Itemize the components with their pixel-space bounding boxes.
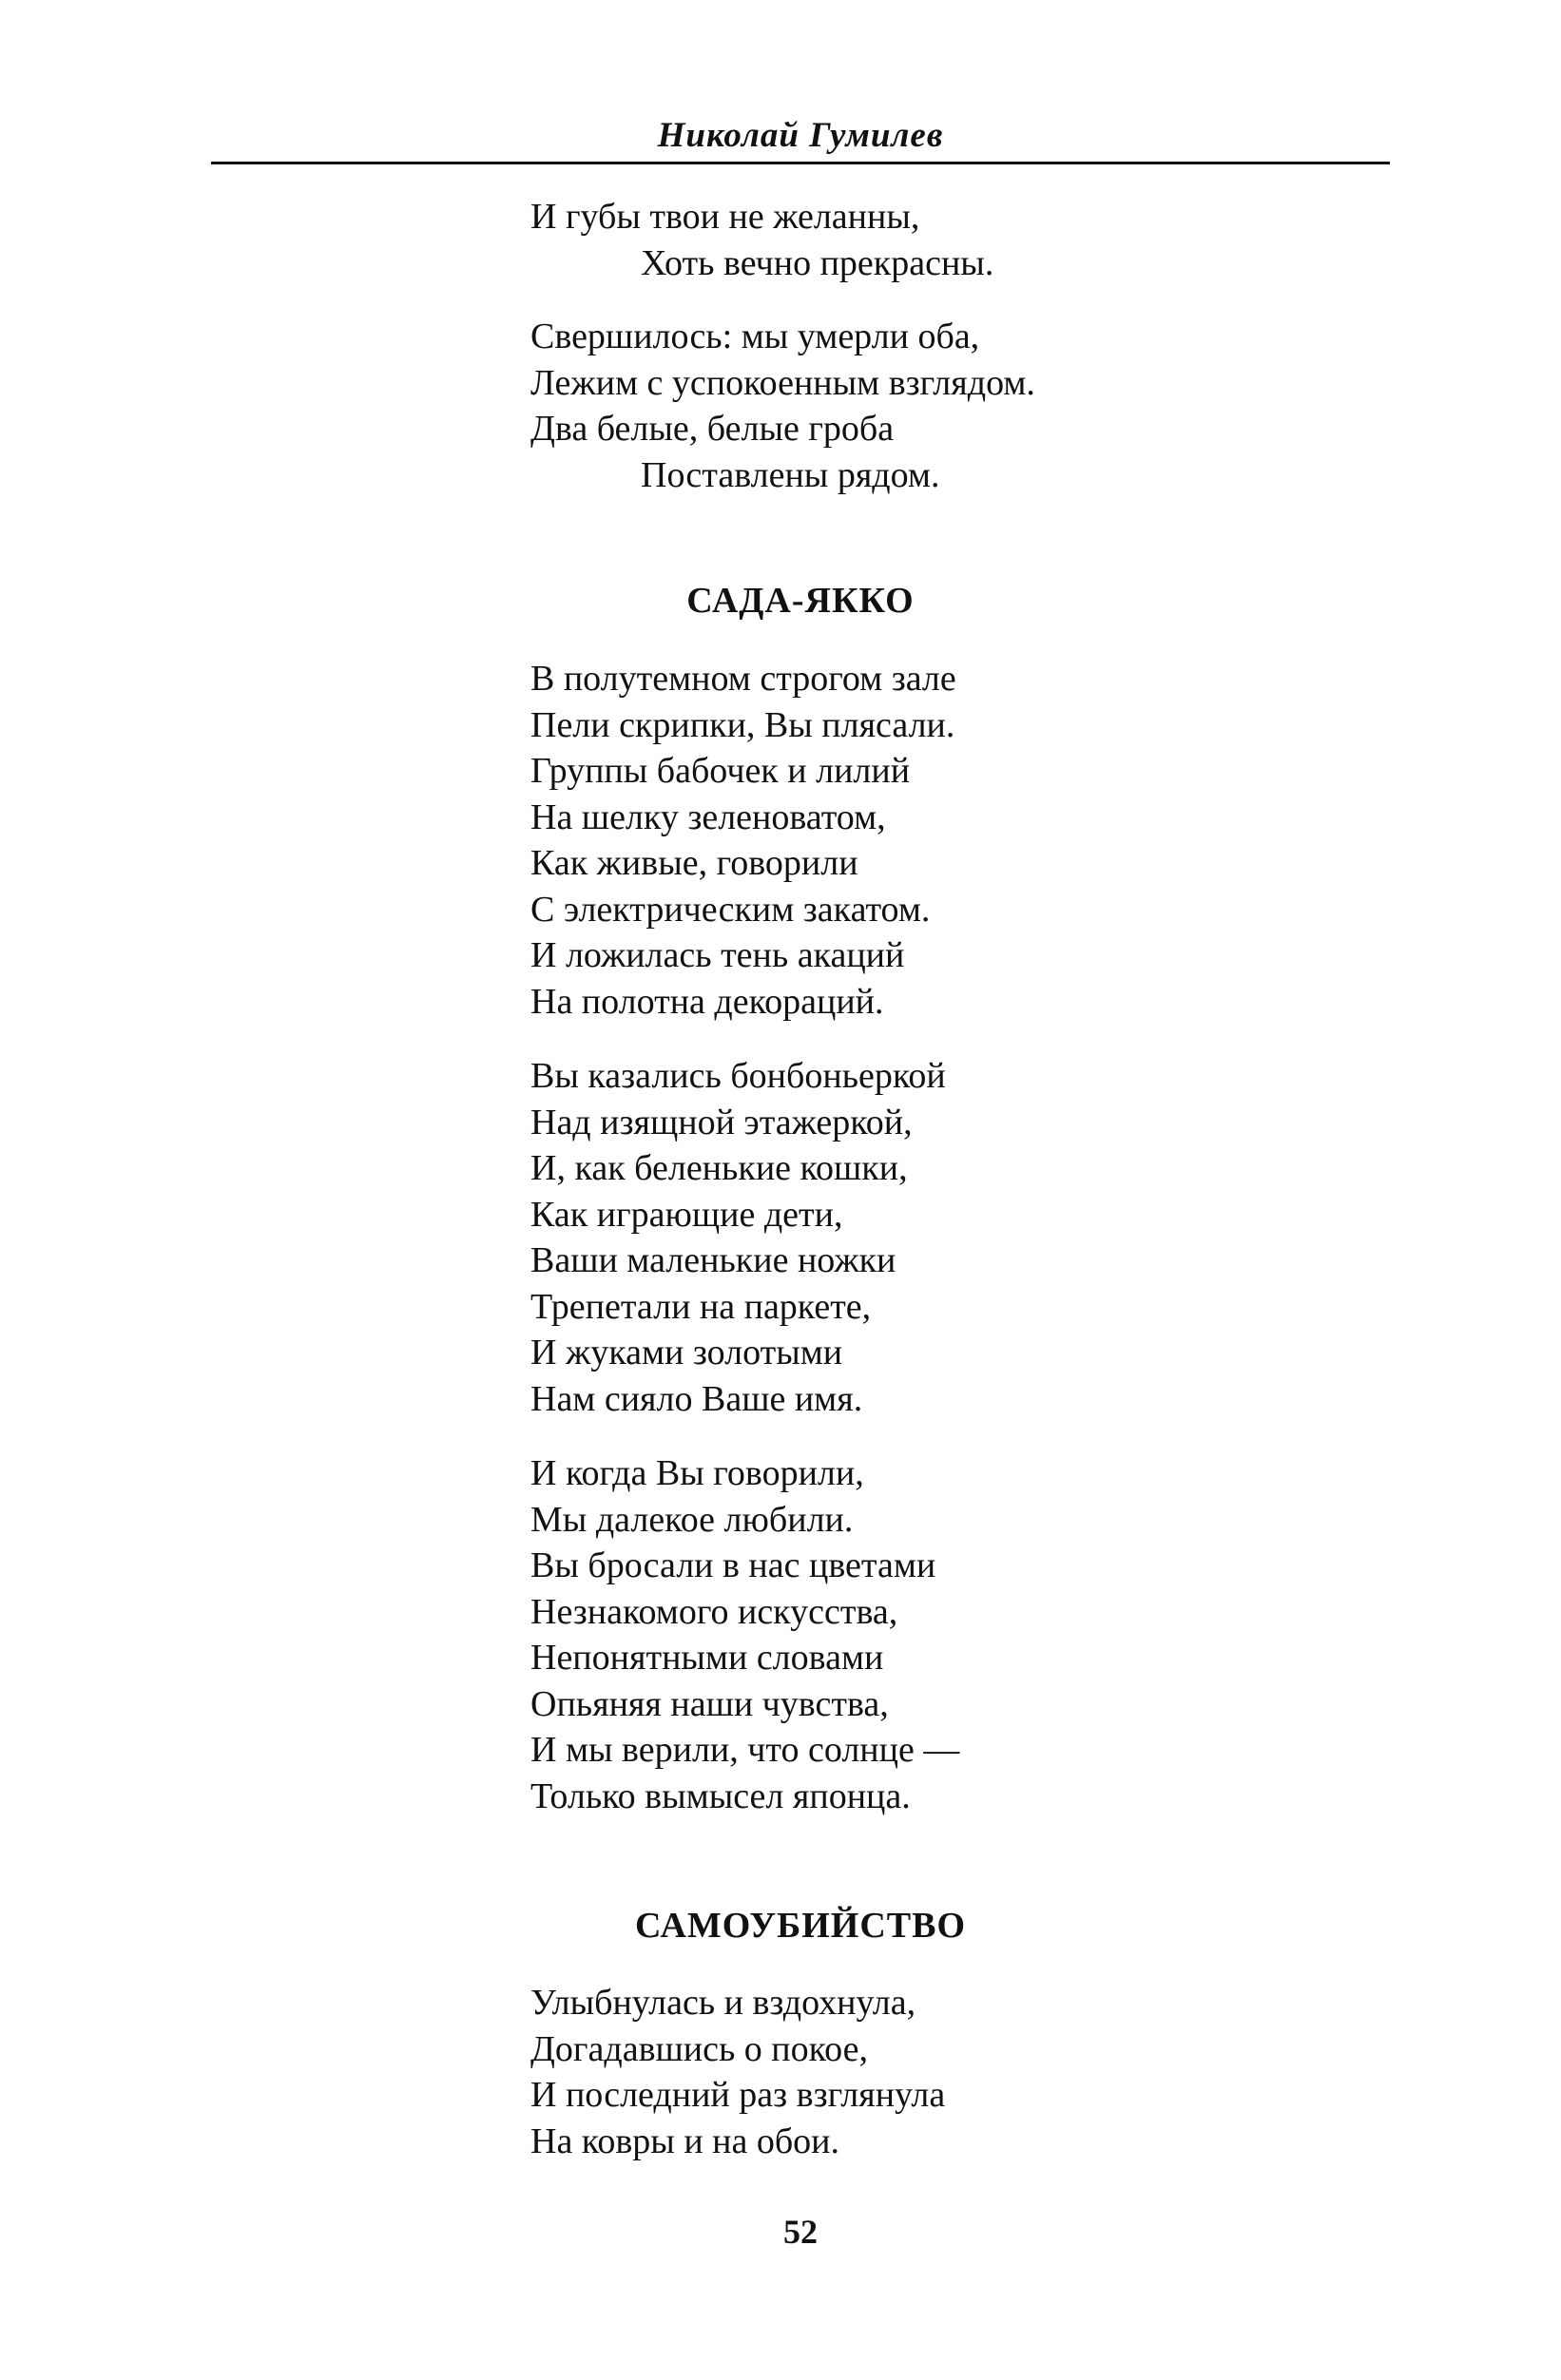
header-rule [211,162,1390,164]
poem1-stanza-3 [530,1450,1310,1819]
verse-line: Свершилось: мы умерли оба, [530,317,980,356]
verse-line: И ложилась тень акаций [530,935,905,975]
verse-line: Группы бабочек и лилий [530,751,911,791]
continuation-stanza-1 [530,194,1310,286]
verse-line: Мы далекое любили. [530,1499,854,1540]
verse-line: Непонятными словами [530,1638,884,1678]
verse-line: Вы казались бонбоньеркой [530,1056,946,1096]
verse-line: Опьяняя наши чувства, [530,1683,889,1724]
verse-line: Поставлены рядом. [641,454,940,495]
poem2-stanza-1 [530,1980,1310,2164]
verse-line: На ковры и на обои. [530,2121,840,2161]
verse-line: Как играющие дети, [530,1194,843,1235]
verse-line: Пели скрипки, Вы плясали. [530,704,955,745]
verse-line: Хоть вечно прекрасны. [641,242,994,283]
verse-line: И мы верили, что солнце — [530,1730,960,1770]
verse-line: И, как беленькие кошки, [530,1148,908,1188]
verse-line: Вы бросали в нас цветами [530,1545,936,1585]
verse-line: Только вымысел японца. [530,1775,911,1816]
verse-line: И последний раз взглянула [530,2075,946,2115]
verse-line: Нам сияло Ваше имя. [530,1378,863,1419]
verse-line: Лежим с успокоенным взглядом. [530,362,1035,403]
poem-title: САДА-ЯККО [686,581,915,621]
verse-line: На шелку зеленоватом, [530,797,886,837]
verse-line: На полотна декораций. [530,981,884,1022]
verse-line: Как живые, говорили [530,843,858,883]
verse-line: С электрическим закатом. [530,889,931,930]
verse-line: Ваши маленькие ножки [530,1240,896,1280]
verse-line: И жуками золотыми [530,1333,843,1372]
verse-line: И губы твои не желанны, [530,197,920,237]
verse-line: И когда Вы говорили, [530,1453,864,1493]
verse-line: Догадавшись о покое, [530,2028,869,2069]
verse-line: Улыбнулась и вздохнула, [530,1983,916,2023]
verse-line: Над изящной этажеркой, [530,1102,913,1142]
verse-line: В полутемном строгом зале [530,659,956,699]
verse-line: Два белые, белые гроба [530,409,895,449]
poem1-stanza-2 [530,1053,1310,1422]
poem1-stanza-1 [530,656,1310,1025]
continuation-stanza-2 [530,314,1310,498]
verse-line: Трепетали на паркете, [530,1286,872,1327]
verse-line: Незнакомого искусства, [530,1591,898,1632]
running-head-author: Николай Гумилев [657,116,944,155]
page-number: 52 [783,2213,818,2251]
poem-title: САМОУБИЙСТВО [634,1906,967,1946]
